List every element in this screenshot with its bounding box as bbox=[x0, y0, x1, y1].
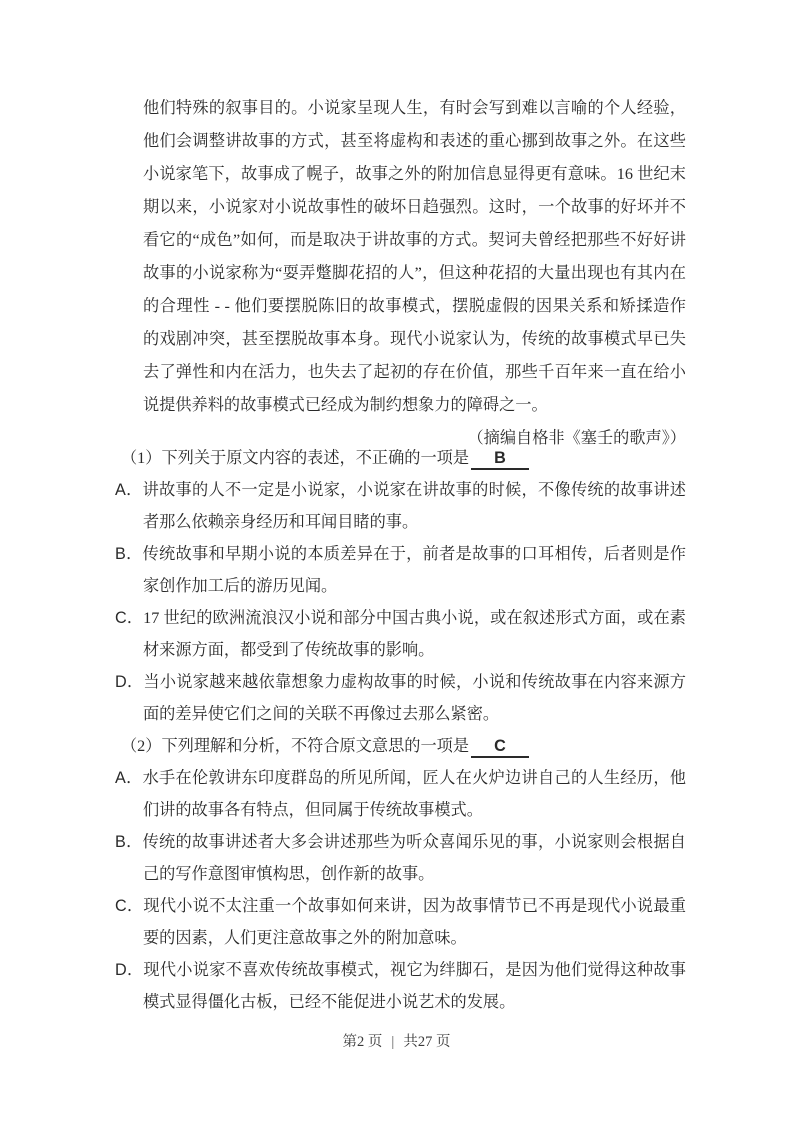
body-line: 的戏剧冲突，甚至摆脱故事本身。现代小说家认为，传统的故事模式早已失 bbox=[143, 330, 686, 348]
question-stem bbox=[121, 442, 686, 474]
option-label: A． bbox=[115, 769, 143, 787]
page-total: 共27 页 bbox=[403, 1034, 451, 1050]
page-number: 第2 页 bbox=[342, 1034, 383, 1050]
option-text: 传统故事和早期小说的本质差异在于，前者是故事的口耳相传，后者则是作家创作加工后的游历见闻。 bbox=[142, 545, 686, 595]
option-item bbox=[115, 762, 686, 826]
option-label: C． bbox=[115, 897, 144, 915]
footer-separator: | bbox=[391, 1034, 395, 1050]
source-attribution: （摘编自格非《塞壬的歌声》） bbox=[467, 429, 686, 447]
option-text: 现代小说家不喜欢传统故事模式，视它为绊脚石，是因为他们觉得这种故事模式显得僵化古板，已经不能促进小说艺术的发展。 bbox=[143, 961, 686, 1011]
body-line: 小说家笔下，故事成了幌子，故事之外的附加信息显得更有意味。16 世纪末 bbox=[143, 165, 686, 183]
option-label: C． bbox=[115, 609, 144, 627]
option-item bbox=[115, 602, 686, 666]
questions-block bbox=[115, 442, 686, 1018]
option-text: 讲故事的人不一定是小说家，小说家在讲故事的时候，不像传统的故事讲述者那么依赖亲身经历和耳闻目睹的事。 bbox=[142, 481, 686, 531]
page-footer bbox=[0, 1032, 793, 1052]
option-text: 当小说家越来越依靠想象力虚构故事的时候，小说和传统故事在内容来源方面的差异使它们之间的关联不再像过去那么紧密。 bbox=[143, 673, 686, 723]
option-item bbox=[115, 954, 686, 1018]
body-line: 说提供养料的故事模式已经成为制约想象力的障碍之一。 bbox=[143, 396, 548, 414]
question-stem-text: （2）下列理解和分析，不符合原文意思的一项是 bbox=[121, 737, 470, 755]
body-text-block bbox=[143, 92, 686, 455]
option-item bbox=[115, 826, 686, 890]
body-line: 故事的小说家称为“耍弄蹩脚花招的人”，但这种花招的大量出现也有其内在 bbox=[143, 264, 686, 282]
option-item bbox=[115, 890, 686, 954]
option-label: B． bbox=[115, 545, 143, 563]
question-stem bbox=[121, 730, 686, 762]
option-text: 传统的故事讲述者大多会讲述那些为听众喜闻乐见的事，小说家则会根据自己的写作意图审慎构思，创作新的故事。 bbox=[142, 833, 686, 883]
option-text: 17 世纪的欧洲流浪汉小说和部分中国古典小说，或在叙述形式方面，或在素材来源方面，都受到了传统故事的影响。 bbox=[143, 609, 686, 659]
option-label: A． bbox=[115, 481, 143, 499]
body-line: 他们特殊的叙事目的。小说家呈现人生，有时会写到难以言喻的个人经验， bbox=[143, 99, 686, 117]
body-line: 他们会调整讲故事的方式，甚至将虚构和表述的重心挪到故事之外。在这些 bbox=[143, 132, 686, 150]
option-item bbox=[115, 666, 686, 730]
body-line: 去了弹性和内在活力，也失去了起初的存在价值，那些千百年来一直在给小 bbox=[143, 363, 686, 381]
option-item bbox=[115, 474, 686, 538]
answer-blank: B bbox=[471, 448, 529, 470]
option-label: D． bbox=[115, 673, 144, 691]
answer-blank: C bbox=[471, 736, 529, 758]
question-stem-text: （1）下列关于原文内容的表述，不正确的一项是 bbox=[121, 449, 470, 467]
body-line: 看它的“成色”如何，而是取决于讲故事的方式。契诃夫曾经把那些不好好讲 bbox=[143, 231, 686, 249]
option-text: 水手在伦敦讲东印度群岛的所见所闻，匠人在火炉边讲自己的人生经历，他们讲的故事各有特点，但同属于传统故事模式。 bbox=[142, 769, 686, 819]
option-text: 现代小说不太注重一个故事如何来讲，因为故事情节已不再是现代小说最重要的因素，人们更注意故事之外的附加意味。 bbox=[143, 897, 686, 947]
body-line: 期以来，小说家对小说故事性的破坏日趋强烈。这时，一个故事的好坏并不 bbox=[143, 198, 686, 216]
body-line: 的合理性 - - 他们要摆脱陈旧的故事模式，摆脱虚假的因果关系和矫揉造作 bbox=[143, 297, 686, 315]
option-label: B． bbox=[115, 833, 143, 851]
option-label: D． bbox=[115, 961, 144, 979]
option-item bbox=[115, 538, 686, 602]
